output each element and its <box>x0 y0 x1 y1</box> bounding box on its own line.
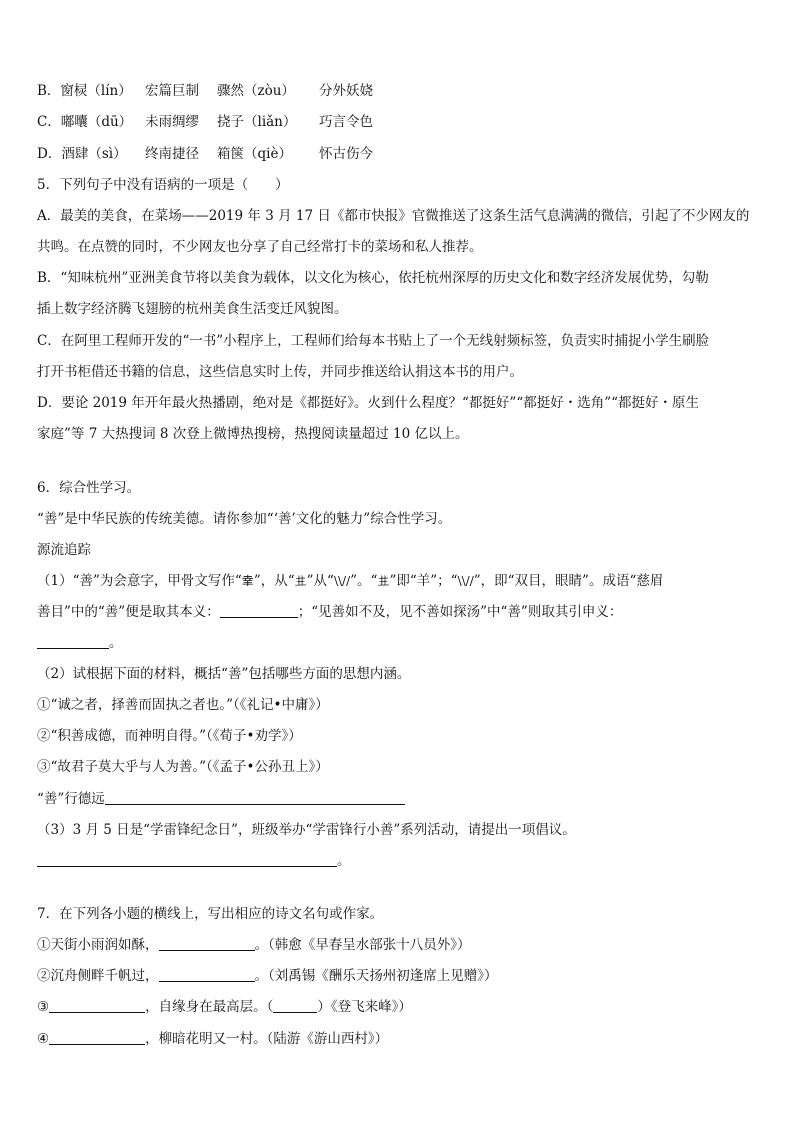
answer-blank-6[interactable] <box>159 967 255 982</box>
q4-d-word3: 箱箧（qiè） <box>217 146 292 162</box>
oracle-eyes-glyph-2: \\// <box>457 574 474 588</box>
q6-p1-line2-a: 善目”中的“善”便是取其本义： <box>37 604 220 620</box>
answer-blank-5[interactable] <box>159 936 255 951</box>
q4-d-word2: 终南捷径 <box>145 146 199 162</box>
q4-b-label: B．窗棂（lín） <box>37 83 132 99</box>
q5-stem: 5．下列句子中没有语病的一项是（ ） <box>37 177 289 193</box>
answer-blank-2[interactable] <box>37 634 109 649</box>
q5-option-d-line2: 家庭”等 7 大热搜词 8 次登上微博热搜榜，热搜阅读量超过 10 亿以上。 <box>37 426 469 442</box>
q6-p1-line2-b: ；“见善如不及，见不善如探汤”中“善”则取其引申义： <box>297 604 623 620</box>
q6-p3-end: 。 <box>337 853 351 869</box>
q4-c-word3: 挠子（liǎn） <box>217 114 297 130</box>
q6-p1-text-f: ”，即“双目，眼睛”。成语“慈眉 <box>473 573 664 589</box>
q6-part1-line1 <box>37 572 663 590</box>
q6-stem: 6．综合性学习。 <box>37 480 141 496</box>
q6-material-1: ①“诚之者，择善而固执之者也。”（《礼记•中庸》） <box>37 697 329 713</box>
oracle-eyes-glyph: \\// <box>333 574 351 588</box>
q6-material-2: ②“积善成德，而神明自得。”（《荀子•劝学》） <box>37 728 302 744</box>
q7-l4-a: ④ <box>37 1031 50 1047</box>
answer-blank-4[interactable] <box>37 852 337 867</box>
oracle-yang-glyph-2: 𠀎 <box>377 574 390 588</box>
q6-part1-line2 <box>37 603 622 621</box>
q4-option-b <box>37 82 373 100</box>
q7-line-4 <box>37 1030 388 1048</box>
q7-l1-b: 。（韩愈《早春呈水部张十八员外》） <box>254 937 471 953</box>
q4-c-word2: 未雨绸缪 <box>145 114 199 130</box>
q6-p1-text-a: （1）“善”为会意字，甲骨文写作“ <box>37 573 242 589</box>
q5-option-d-line1: D．要论 2019 年开年最火热播剧，绝对是《都挺好》。火到什么程度？“都挺好”“都挺好・选角”“都挺好・原生 <box>37 395 700 411</box>
oracle-shan-glyph: 𦍒 <box>241 574 254 588</box>
q6-part2-answer-line <box>37 790 405 808</box>
q7-l3-c: ）《登飞来峰》） <box>317 999 412 1015</box>
q5-option-c-line1: C．在阿里工程师开发的“一书”小程序上，工程师们给每本书贴上了一个无线射频标签，负责实时捕捉小学生刷脸 <box>37 333 710 349</box>
q4-option-c <box>37 113 373 131</box>
q6-section-title: 源流追踪 <box>37 542 91 558</box>
answer-blank-1[interactable] <box>220 603 298 618</box>
q4-option-d <box>37 145 373 163</box>
answer-blank-3[interactable] <box>105 790 405 805</box>
q6-p2-prefix: “善”行德远 <box>37 791 105 807</box>
q7-l2-a: ②沉舟侧畔千帆过， <box>37 968 159 984</box>
q7-l2-b: 。（刘禹锡《酬乐天扬州初逢席上见赠》） <box>254 968 498 984</box>
q6-intro: “善”是中华民族的传统美德。请你参加“‘善’文化的魅力”综合性学习。 <box>37 511 452 527</box>
q4-c-word4: 巧言令色 <box>319 114 373 130</box>
q5-option-b-line1: B．“知味杭州”亚洲美食节将以美食为载体，以文化为核心，依托杭州深厚的历史文化和数字经济发展优势，勾勒 <box>37 270 709 286</box>
q4-b-word3: 骤然（zòu） <box>217 83 295 99</box>
q7-l3-b: ，自缘身在最高层。（ <box>145 999 274 1015</box>
q6-part1-line3 <box>37 634 123 652</box>
q5-option-a-line1: A．最美的美食，在菜场——2019 年 3 月 17 日《都市快报》官微推送了这条生活气息满满的微信，引起了不少网友的 <box>37 208 750 224</box>
q6-material-3: ③“故君子莫大乎与人为善。”（《孟子•公孙丑上》） <box>37 759 329 775</box>
q7-stem: 7．在下列各小题的横线上，写出相应的诗文名句或作家。 <box>37 906 384 922</box>
q6-part3-stem: （3）3 月 5 日是“学雷锋纪念日”，班级举办“学雷锋行小善”系列活动，请提出一项倡议。 <box>37 822 576 838</box>
q5-option-a-line2: 共鸣。在点赞的同时，不少网友也分享了自己经常打卡的菜场和私人推荐。 <box>37 239 483 255</box>
oracle-yang-glyph: 𠀎 <box>294 574 307 588</box>
answer-blank-9[interactable] <box>49 1030 145 1045</box>
q4-c-label: C．嘟囔（dū） <box>37 114 133 130</box>
q6-p1-text-b: ”，从“ <box>253 573 295 589</box>
q7-line-3 <box>37 998 412 1016</box>
q4-d-word4: 怀古伤今 <box>319 146 373 162</box>
q6-part2-stem: （2）试根据下面的材料，概括“善”包括哪些方面的思想内涵。 <box>37 666 411 682</box>
q6-p1-end: 。 <box>109 635 123 651</box>
q6-part3-answer-line <box>37 852 351 870</box>
q4-b-word2: 宏篇巨制 <box>145 83 199 99</box>
q6-p1-text-c: ”从“ <box>306 573 334 589</box>
q5-option-c-line2: 打开书柜借还书籍的信息，这些信息实时上传，并同步推送给认捐这本书的用户。 <box>37 364 523 380</box>
q5-option-b-line2: 插上数字经济腾飞翅膀的杭州美食生活变迁风貌图。 <box>37 301 348 317</box>
q7-l1-a: ①天街小雨润如酥， <box>37 937 159 953</box>
answer-blank-7[interactable] <box>49 998 145 1013</box>
q6-p1-text-e: ”即“羊”；“ <box>389 573 458 589</box>
q7-line-1 <box>37 936 471 954</box>
q6-p1-text-d: ”。“ <box>350 573 378 589</box>
answer-blank-8[interactable] <box>273 998 317 1013</box>
q7-l3-a: ③ <box>37 999 50 1015</box>
q4-d-label: D．酒肆（sì） <box>37 146 127 162</box>
q4-b-word4: 分外妖娆 <box>319 83 373 99</box>
q7-line-2 <box>37 967 498 985</box>
q7-l4-b: ，柳暗花明又一村。（陆游《游山西村》） <box>145 1031 389 1047</box>
